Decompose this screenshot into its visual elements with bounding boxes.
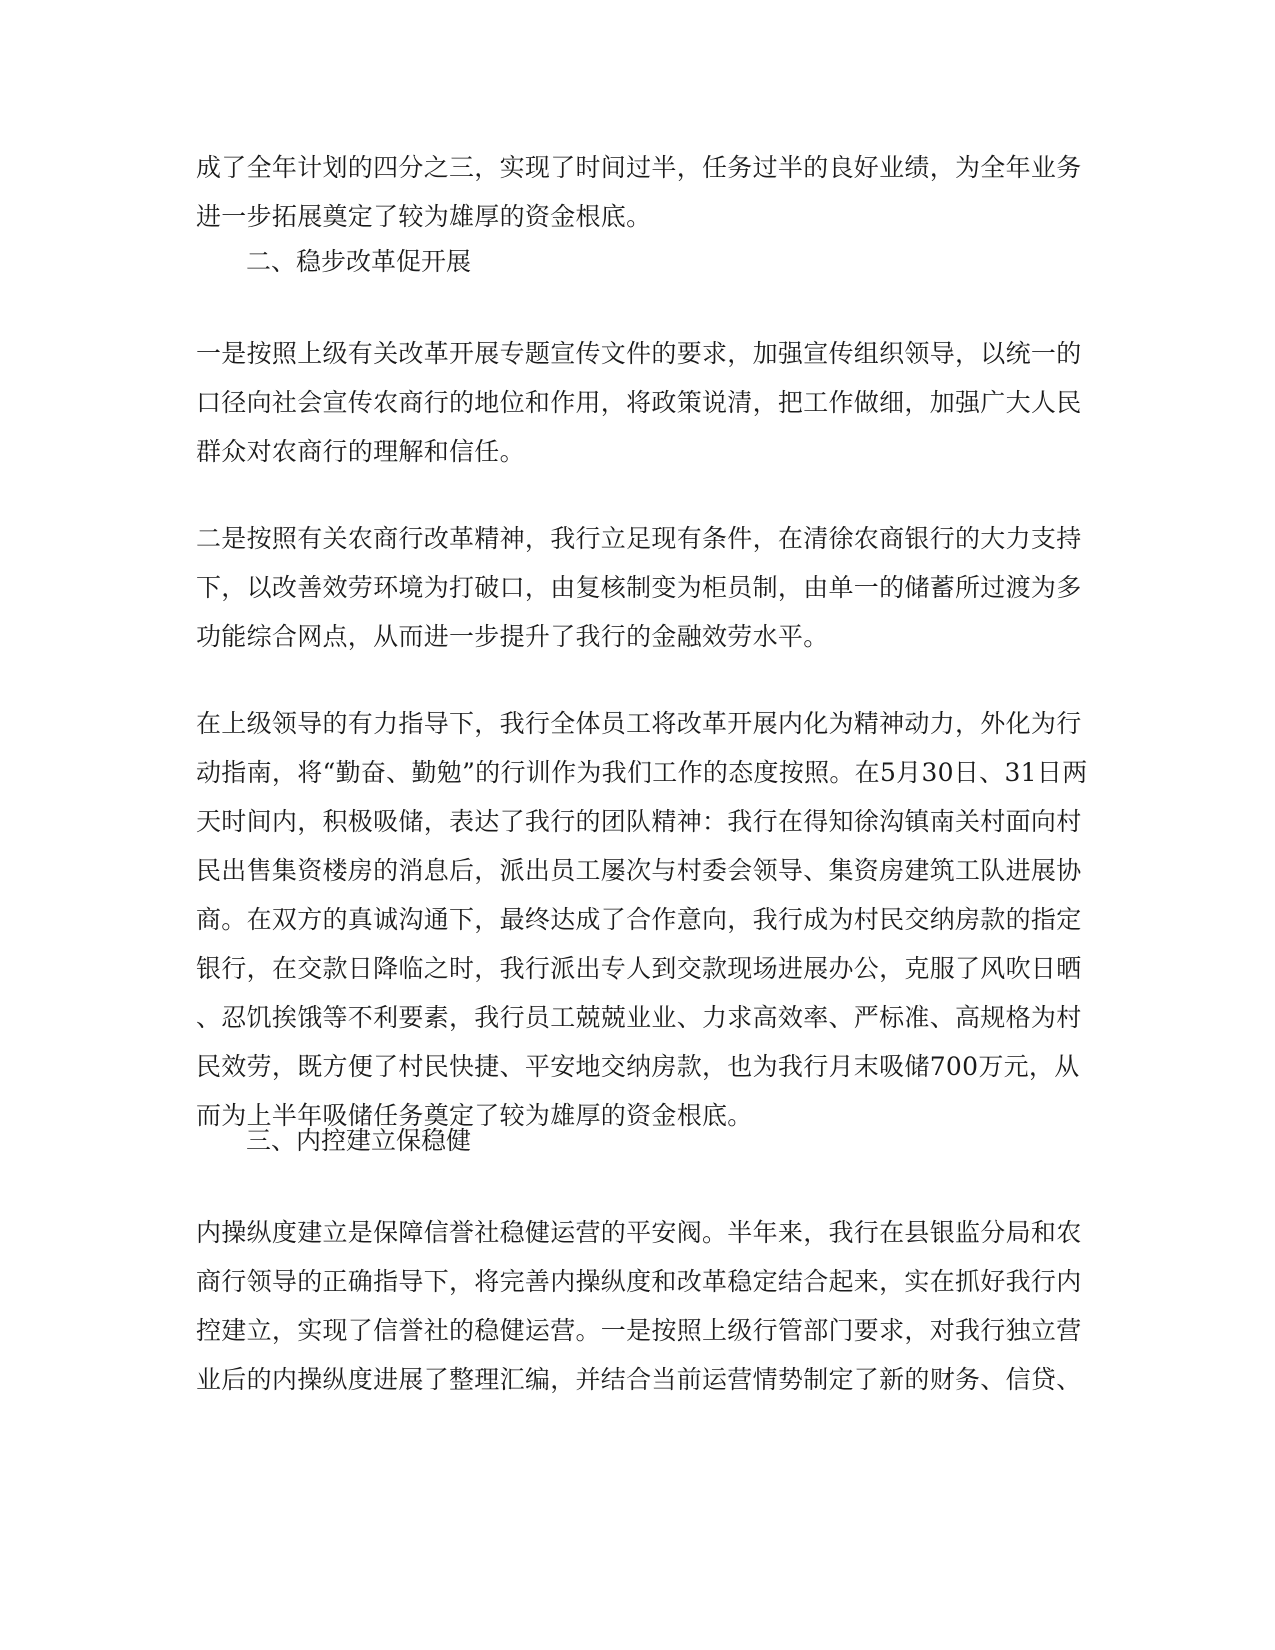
text-line: 银行，在交款日降临之时，我行派出专人到交款现场进展办公，克服了风吹日晒 <box>196 954 1082 983</box>
text-line: 功能综合网点，从而进一步提升了我行的金融效劳水平。 <box>196 622 829 651</box>
paragraph-2 <box>196 329 1081 476</box>
text-line: 商行领导的正确指导下，将完善内操纵度和改革稳定结合起来，实在抓好我行内 <box>196 1267 1082 1296</box>
paragraph-4 <box>196 699 1088 1140</box>
text-line: 内操纵度建立是保障信誉社稳健运营的平安阀。半年来，我行在县银监分局和农 <box>196 1218 1082 1247</box>
text-line: 成了全年计划的四分之三，实现了时间过半，任务过半的良好业绩，为全年业务 <box>196 153 1082 182</box>
text-line: 天时间内，积极吸储，表达了我行的团队精神：我行在得知徐沟镇南关村面向村 <box>196 807 1082 836</box>
text-line: 、忍饥挨饿等不利要素，我行员工兢兢业业、力求高效率、严标准、高规格为村 <box>196 1003 1082 1032</box>
text-line: 而为上半年吸储任务奠定了较为雄厚的资金根底。 <box>196 1101 753 1130</box>
text-line: 业后的内操纵度进展了整理汇编，并结合当前运营情势制定了新的财务、信贷、 <box>196 1365 1082 1394</box>
section-heading-3: 三、内控建立保稳健 <box>246 1126 472 1155</box>
text-line: 动指南，将“勤奋、勤勉”的行训作为我们工作的态度按照。在5月30日、31日两 <box>196 758 1088 787</box>
text-line: 口径向社会宣传农商行的地位和作用，将政策说清，把工作做细，加强广大人民 <box>196 388 1082 417</box>
paragraph-5 <box>196 1208 1081 1404</box>
text-line: 民出售集资楼房的消息后，派出员工屡次与村委会领导、集资房建筑工队进展协 <box>196 856 1082 885</box>
paragraph-3 <box>196 514 1081 661</box>
text-line: 进一步拓展奠定了较为雄厚的资金根底。 <box>196 202 652 231</box>
text-line: 商。在双方的真诚沟通下，最终达成了合作意向，我行成为村民交纳房款的指定 <box>196 905 1082 934</box>
section-heading-2: 二、稳步改革促开展 <box>246 247 472 276</box>
text-line: 下，以改善效劳环境为打破口，由复核制变为柜员制，由单一的储蓄所过渡为多 <box>196 573 1082 602</box>
text-line: 控建立，实现了信誉社的稳健运营。一是按照上级行管部门要求，对我行独立营 <box>196 1316 1082 1345</box>
paragraph-1 <box>196 143 1081 241</box>
text-line: 一是按照上级有关改革开展专题宣传文件的要求，加强宣传组织领导，以统一的 <box>196 339 1082 368</box>
text-line: 在上级领导的有力指导下，我行全体员工将改革开展内化为精神动力，外化为行 <box>196 709 1082 738</box>
text-line: 群众对农商行的理解和信任。 <box>196 437 525 466</box>
text-line: 二是按照有关农商行改革精神，我行立足现有条件，在清徐农商银行的大力支持 <box>196 524 1082 553</box>
text-line: 民效劳，既方便了村民快捷、平安地交纳房款，也为我行月末吸储700万元，从 <box>196 1052 1080 1081</box>
